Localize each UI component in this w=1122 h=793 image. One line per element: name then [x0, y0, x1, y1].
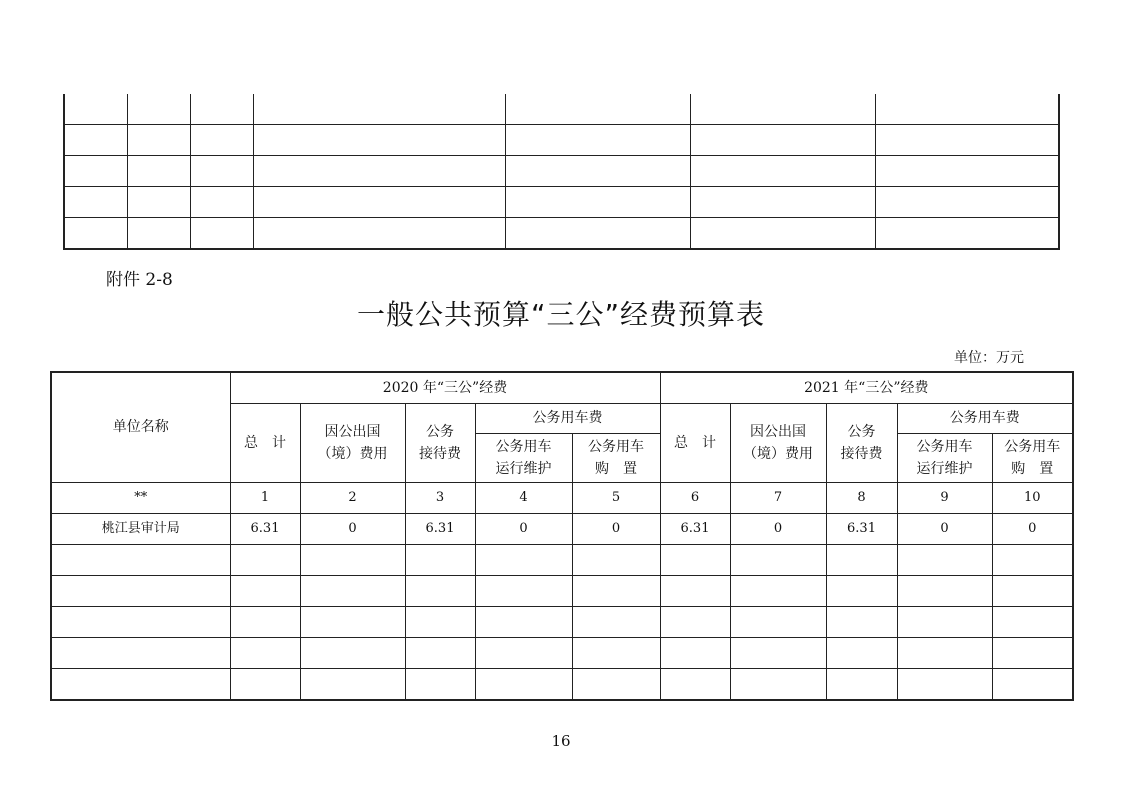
table-cell	[230, 669, 300, 701]
abroad-header-2021	[730, 404, 826, 483]
table-cell	[875, 125, 1059, 156]
table-cell	[660, 669, 730, 701]
unit-label: 单位：万元	[954, 350, 1024, 366]
table-cell	[660, 576, 730, 607]
table-cell	[64, 187, 127, 218]
table-cell	[572, 576, 660, 607]
table-cell	[572, 669, 660, 701]
table-cell	[230, 607, 300, 638]
table-cell	[253, 187, 505, 218]
table-cell	[190, 218, 253, 250]
previous-table-continuation	[63, 94, 1060, 250]
table-cell	[475, 638, 572, 669]
unit-name-header: 单位名称	[51, 372, 230, 483]
table-cell	[875, 156, 1059, 187]
table-cell	[992, 576, 1073, 607]
table-cell: 3	[405, 483, 475, 514]
reception-header-line2: 接待费	[840, 446, 883, 462]
column-number-row	[51, 483, 1073, 514]
table-cell	[253, 125, 505, 156]
table-cell	[897, 545, 992, 576]
total-header-2021: 总 计	[660, 404, 730, 483]
table-cell	[730, 545, 826, 576]
table-cell: 0	[475, 514, 572, 545]
table-cell	[405, 669, 475, 701]
table-row	[51, 576, 1073, 607]
table-cell: 9	[897, 483, 992, 514]
table-cell: 10	[992, 483, 1073, 514]
table-cell	[230, 638, 300, 669]
table-cell	[127, 125, 190, 156]
table-row	[51, 514, 1073, 545]
abroad-header-line1: 因公出国	[324, 423, 381, 440]
table-cell	[826, 669, 897, 701]
table-cell	[230, 545, 300, 576]
attachment-label: 附件 2-8	[106, 270, 173, 290]
table-cell	[405, 576, 475, 607]
table-cell	[897, 669, 992, 701]
table-cell: 0	[572, 514, 660, 545]
table-cell	[897, 607, 992, 638]
vehicle-buy-line1: 公务用车	[588, 438, 644, 455]
table-cell	[300, 576, 405, 607]
table-cell	[505, 187, 690, 218]
reception-header-2021	[826, 404, 897, 483]
table-cell	[730, 638, 826, 669]
vehicle-run-line1: 公务用车	[495, 438, 552, 455]
table-cell	[505, 94, 690, 125]
table-cell	[690, 125, 875, 156]
table-cell	[405, 638, 475, 669]
table-cell	[875, 218, 1059, 250]
table-cell	[730, 607, 826, 638]
table-cell	[300, 638, 405, 669]
vehicle-buy-line2: 购 置	[595, 461, 637, 477]
table-cell	[826, 638, 897, 669]
table-cell	[51, 638, 230, 669]
table-cell	[897, 638, 992, 669]
table-cell	[300, 545, 405, 576]
table-cell	[127, 218, 190, 250]
table-cell	[690, 94, 875, 125]
table-cell	[475, 545, 572, 576]
table-cell	[190, 94, 253, 125]
vehicle-buy-line1: 公务用车	[1004, 438, 1061, 455]
abroad-header-line1: 因公出国	[750, 423, 807, 440]
table-cell	[300, 607, 405, 638]
total-header-2020: 总 计	[230, 404, 300, 483]
table-cell	[64, 218, 127, 250]
table-cell	[826, 545, 897, 576]
table-cell	[992, 545, 1073, 576]
table-cell	[660, 607, 730, 638]
table-cell	[475, 669, 572, 701]
table-cell	[572, 638, 660, 669]
table-cell	[572, 607, 660, 638]
reception-header-2020	[405, 404, 475, 483]
table-cell	[992, 669, 1073, 701]
table-cell	[190, 187, 253, 218]
table-cell	[64, 94, 127, 125]
vehicle-header-2020: 公务用车费	[475, 404, 660, 434]
table-cell: 0	[300, 514, 405, 545]
table-cell	[690, 218, 875, 250]
abroad-header-2020	[300, 404, 405, 483]
vehicle-buy-header-2020	[572, 434, 660, 483]
budget-table	[50, 371, 1074, 701]
table-cell: 6.31	[660, 514, 730, 545]
table-cell: **	[51, 483, 230, 514]
table-cell: 6.31	[405, 514, 475, 545]
table-cell	[64, 125, 127, 156]
table-cell	[690, 187, 875, 218]
table-row	[51, 638, 1073, 669]
vehicle-run-header-2020	[475, 434, 572, 483]
reception-header-line1: 公务	[847, 423, 876, 440]
table-cell: 6.31	[826, 514, 897, 545]
table-cell	[51, 545, 230, 576]
table-cell: 4	[475, 483, 572, 514]
table-cell: 6.31	[230, 514, 300, 545]
vehicle-buy-line2: 购 置	[1011, 461, 1054, 477]
unit-name-cell: 桃江县审计局	[51, 514, 230, 545]
table-cell	[475, 576, 572, 607]
table-row	[51, 607, 1073, 638]
table-cell: 0	[730, 514, 826, 545]
year-2021-header: 2021 年“三公”经费	[660, 372, 1073, 404]
table-cell: 5	[572, 483, 660, 514]
table-cell: 7	[730, 483, 826, 514]
table-cell	[51, 607, 230, 638]
table-row	[51, 669, 1073, 701]
table-row	[51, 545, 1073, 576]
table-cell	[230, 576, 300, 607]
table-cell	[730, 669, 826, 701]
table-cell: 0	[897, 514, 992, 545]
table-cell	[875, 94, 1059, 125]
table-cell	[505, 218, 690, 250]
page-number: 16	[551, 732, 571, 750]
vehicle-run-line2: 运行维护	[495, 461, 552, 477]
table-cell: 6	[660, 483, 730, 514]
table-cell: 0	[992, 514, 1073, 545]
table-cell	[690, 156, 875, 187]
vehicle-run-header-2021	[897, 434, 992, 483]
table-cell	[992, 638, 1073, 669]
table-cell	[475, 607, 572, 638]
table-cell	[897, 576, 992, 607]
table-cell	[300, 669, 405, 701]
table-cell	[51, 576, 230, 607]
table-cell	[660, 545, 730, 576]
table-cell	[875, 187, 1059, 218]
table-cell	[253, 218, 505, 250]
table-cell	[127, 94, 190, 125]
vehicle-run-line2: 运行维护	[916, 461, 973, 477]
table-cell	[64, 156, 127, 187]
page-title: 一般公共预算“三公”经费预算表	[356, 298, 765, 331]
table-cell	[505, 156, 690, 187]
table-cell	[505, 125, 690, 156]
table-cell	[190, 156, 253, 187]
abroad-header-line2: （境）费用	[317, 446, 388, 462]
vehicle-run-line1: 公务用车	[916, 438, 973, 455]
table-cell	[190, 125, 253, 156]
table-cell	[826, 607, 897, 638]
table-cell: 1	[230, 483, 300, 514]
table-cell	[51, 669, 230, 701]
table-cell	[405, 545, 475, 576]
table-cell	[127, 187, 190, 218]
table-cell	[660, 638, 730, 669]
table-cell	[730, 576, 826, 607]
reception-header-line2: 接待费	[419, 446, 461, 462]
reception-header-line1: 公务	[426, 423, 454, 440]
year-2020-header: 2020 年“三公”经费	[230, 372, 660, 404]
abroad-header-line2: （境）费用	[743, 446, 814, 462]
table-cell	[127, 156, 190, 187]
vehicle-buy-header-2021	[992, 434, 1073, 483]
table-cell	[405, 607, 475, 638]
table-cell: 8	[826, 483, 897, 514]
table-cell	[572, 545, 660, 576]
table-cell	[253, 156, 505, 187]
table-cell	[253, 94, 505, 125]
table-cell: 2	[300, 483, 405, 514]
table-cell	[826, 576, 897, 607]
vehicle-header-2021: 公务用车费	[897, 404, 1073, 434]
table-cell	[992, 607, 1073, 638]
